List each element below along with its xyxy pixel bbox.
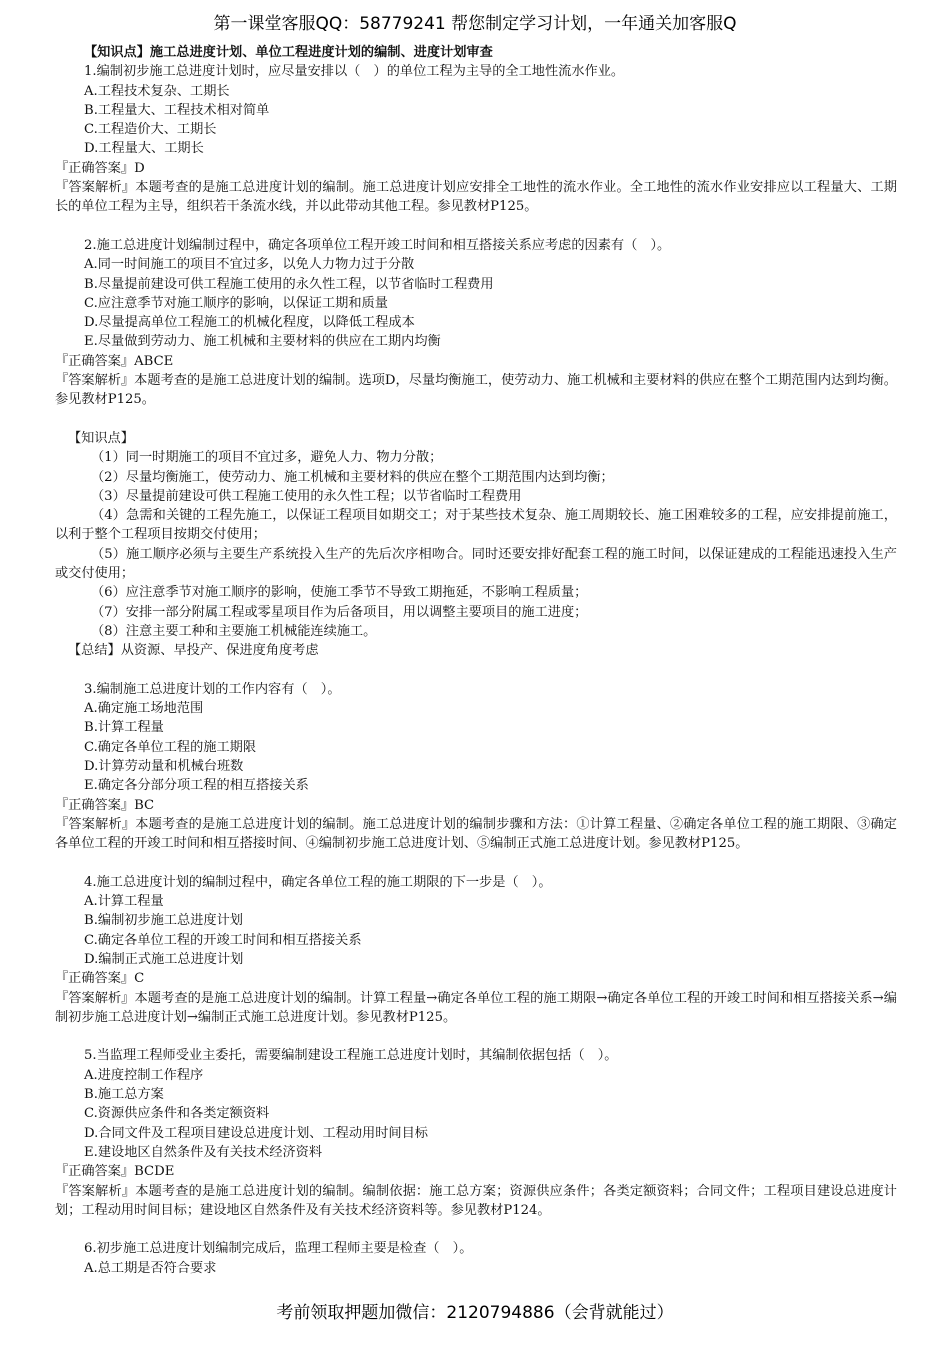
question-4-option: C.确定各单位工程的开竣工时间和相互搭接关系 — [84, 932, 362, 948]
question-6-option: A.总工期是否符合要求 — [84, 1260, 217, 1276]
question-2-option: C.应注意季节对施工顺序的影响，以保证工期和质量 — [84, 295, 388, 311]
question-1-option: A.工程技术复杂、工期长 — [84, 83, 230, 99]
knowledge-item: （8）注意主要工种和主要施工机械能连续施工。 — [91, 623, 377, 639]
section-title: 【知识点】施工总进度计划、单位工程进度计划的编制、进度计划审查 — [84, 45, 493, 60]
question-3-option: B.计算工程量 — [84, 720, 164, 736]
question-5-answer: 『正确答案』BCDE — [55, 1164, 175, 1180]
question-4-stem: 4.施工总进度计划的编制过程中，确定各单位工程的施工期限的下一步是（ ）。 — [84, 874, 552, 890]
question-4-analysis: 『答案解析』本题考查的是施工总进度计划的编制。计算工程量→确定各单位工程的施工期限→确定各单位工程的开竣工时间和相互搭接关系→编制初步施工总进度计划→编制正式施工总进度计划。参见教材P125。 — [55, 990, 897, 1025]
question-1-option: B.工程量大、工程技术相对简单 — [84, 102, 270, 118]
footer-banner: 考前领取押题加微信：2120794886（会背就能过） — [276, 1303, 674, 1323]
question-2-analysis: 『答案解析』本题考查的是施工总进度计划的编制。选项D，尽量均衡施工，使劳动力、施工机械和主要材料的供应在整个工期范围内达到均衡。参见教材P125。 — [55, 373, 897, 408]
question-3-option: C.确定各单位工程的施工期限 — [84, 739, 257, 755]
question-4-answer: 『正确答案』C — [55, 971, 145, 987]
question-2-stem: 2.施工总进度计划编制过程中，确定各项单位工程开竣工时间和相互搭接关系应考虑的因素有（ ）。 — [84, 237, 671, 253]
question-4-option: D.编制正式施工总进度计划 — [84, 951, 244, 967]
question-3-option: E.确定各分部分项工程的相互搭接关系 — [84, 778, 309, 794]
question-5-analysis: 『答案解析』本题考查的是施工总进度计划的编制。编制依据：施工总方案；资源供应条件；各类定额资料；合同文件；工程项目建设总进度计划；工程动用时间目标；建设地区自然条件及有关技术经济资料等。参见教材P124。 — [55, 1183, 897, 1218]
question-2-option: E.尽量做到劳动力、施工机械和主要材料的供应在工期内均衡 — [84, 334, 441, 350]
question-3-analysis: 『答案解析』本题考查的是施工总进度计划的编制。施工总进度计划的编制步骤和方法：①计算工程量、②确定各单位工程的施工期限、③确定各单位工程的开竣工时间和相互搭接时间、④编制初步施工总进度计划、⑤编制正式施工总进度计划。参见教材P125。 — [55, 816, 897, 852]
question-1-option: C.工程造价大、工期长 — [84, 122, 217, 138]
question-3-answer: 『正确答案』BC — [55, 797, 155, 813]
question-3-option: D.计算劳动量和机械台班数 — [84, 758, 244, 774]
knowledge-item: （4）急需和关键的工程先施工，以保证工程项目如期交工；对于某些技术复杂、施工周期较长、施工困难较多的工程，应安排提前施工，以利于整个工程项目按期交付使用； — [55, 508, 897, 543]
knowledge-item: （6）应注意季节对施工顺序的影响，使施工季节不导致工期拖延，不影响工程质量； — [91, 585, 588, 601]
question-6-stem: 6.初步施工总进度计划编制完成后，监理工程师主要是检查（ ）。 — [84, 1241, 473, 1257]
question-3-option: A.确定施工场地范围 — [84, 701, 204, 717]
knowledge-item: （3）尽量提前建设可供工程施工使用的永久性工程；以节省临时工程费用 — [91, 488, 522, 504]
question-5-option: E.建设地区自然条件及有关技术经济资料 — [84, 1144, 323, 1160]
question-1-analysis: 『答案解析』本题考查的是施工总进度计划的编制。施工总进度计划应安排全工地性的流水作业。全工地性的流水作业安排应以工程量大、工期长的单位工程为主导，组织若干条流水线，并以此带动其他工程。参见教材P125。 — [55, 180, 897, 215]
knowledge-item: （5）施工顺序必须与主要生产系统投入生产的先后次序相吻合。同时还要安排好配套工程的施工时间，以保证建成的工程能迅速投入生产或交付使用； — [55, 546, 897, 582]
knowledge-summary: 【总结】从资源、早投产、保进度角度考虑 — [68, 643, 319, 659]
question-1-answer: 『正确答案』D — [55, 160, 145, 176]
question-2-option: B.尽量提前建设可供工程施工使用的永久性工程，以节省临时工程费用 — [84, 276, 494, 292]
question-5-option: A.进度控制工作程序 — [84, 1067, 204, 1083]
header-banner: 第一课堂客服QQ：58779241 帮您制定学习计划，一年通关加客服Q — [213, 14, 737, 34]
question-5-option: D.合同文件及工程项目建设总进度计划、工程动用时间目标 — [84, 1125, 428, 1141]
question-2-option: A.同一时间施工的项目不宜过多，以免人力物力过于分散 — [84, 257, 415, 273]
question-5-stem: 5.当监理工程师受业主委托，需要编制建设工程施工总进度计划时，其编制依据包括（ ）。 — [84, 1048, 618, 1064]
question-4-option: A.计算工程量 — [84, 894, 164, 910]
question-5-option: C.资源供应条件和各类定额资料 — [84, 1106, 270, 1122]
question-3-stem: 3.编制施工总进度计划的工作内容有（ ）。 — [84, 681, 341, 697]
question-4-option: B.编制初步施工总进度计划 — [84, 913, 243, 929]
question-1-stem: 1.编制初步施工总进度计划时，应尽量安排以（ ）的单位工程为主导的全工地性流水作业。 — [84, 64, 625, 80]
question-1-option: D.工程量大、工期长 — [84, 141, 204, 157]
knowledge-item: （7）安排一部分附属工程或零星项目作为后备项目，用以调整主要项目的施工进度； — [91, 604, 588, 620]
document-body — [0, 43, 950, 1278]
question-2-answer: 『正确答案』ABCE — [55, 353, 174, 369]
knowledge-title: 【知识点】 — [68, 430, 134, 446]
knowledge-item: （1）同一时期施工的项目不宜过多，避免人力、物力分散； — [91, 450, 443, 466]
question-5-option: B.施工总方案 — [84, 1087, 164, 1103]
question-2-option: D.尽量提高单位工程施工的机械化程度，以降低工程成本 — [84, 315, 415, 331]
knowledge-item: （2）尽量均衡施工，使劳动力、施工机械和主要材料的供应在整个工期范围内达到均衡； — [91, 469, 614, 485]
